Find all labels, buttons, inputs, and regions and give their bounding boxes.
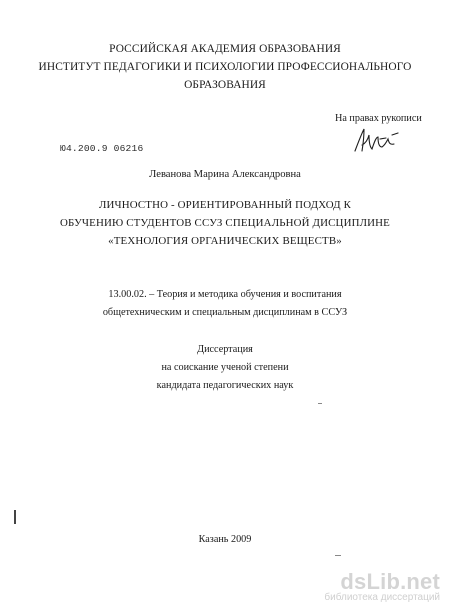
- watermark-caption: библиотека диссертаций: [324, 592, 440, 603]
- handwritten-signature: [352, 125, 400, 155]
- dslib-watermark: [300, 569, 440, 603]
- scan-speck-bottom: [335, 555, 341, 556]
- scan-speck: [318, 403, 322, 404]
- degree-name: кандидата педагогических наук: [156, 380, 294, 391]
- specialty-code: 13.00.02. – Теория и методика обучения и воспитания: [108, 289, 342, 300]
- specialty-name: общетехническим и специальным дисциплинам в ССУЗ: [102, 307, 348, 318]
- work-type: Диссертация: [197, 344, 253, 355]
- city-year: Казань 2009: [198, 534, 252, 545]
- degree-purpose: на соискание ученой степени: [161, 362, 289, 373]
- manuscript-note: На правах рукописи: [335, 113, 422, 124]
- thesis-title-line-1: ЛИЧНОСТНО - ОРИЕНТИРОВАННЫЙ ПОДХОД К: [98, 199, 352, 211]
- thesis-title-line-3: «ТЕХНОЛОГИЯ ОРГАНИЧЕСКИХ ВЕЩЕСТВ»: [108, 235, 342, 247]
- institute-name: ИНСТИТУТ ПЕДАГОГИКИ И ПСИХОЛОГИИ ПРОФЕССИОНАЛЬНОГО: [38, 61, 412, 73]
- catalog-stamp: Ю4.200.9 06216: [60, 143, 144, 154]
- scan-artifact-left: [14, 510, 16, 524]
- thesis-title-line-2: ОБУЧЕНИЮ СТУДЕНТОВ ССУЗ СПЕЦИАЛЬНОЙ ДИСЦИПЛИНЕ: [60, 217, 390, 229]
- academy-name: РОССИЙСКАЯ АКАДЕМИЯ ОБРАЗОВАНИЯ: [109, 43, 341, 55]
- author-name: Леванова Марина Александровна: [149, 169, 301, 180]
- institute-name-cont: ОБРАЗОВАНИЯ: [184, 79, 266, 91]
- watermark-site: dsLib.net: [340, 569, 440, 594]
